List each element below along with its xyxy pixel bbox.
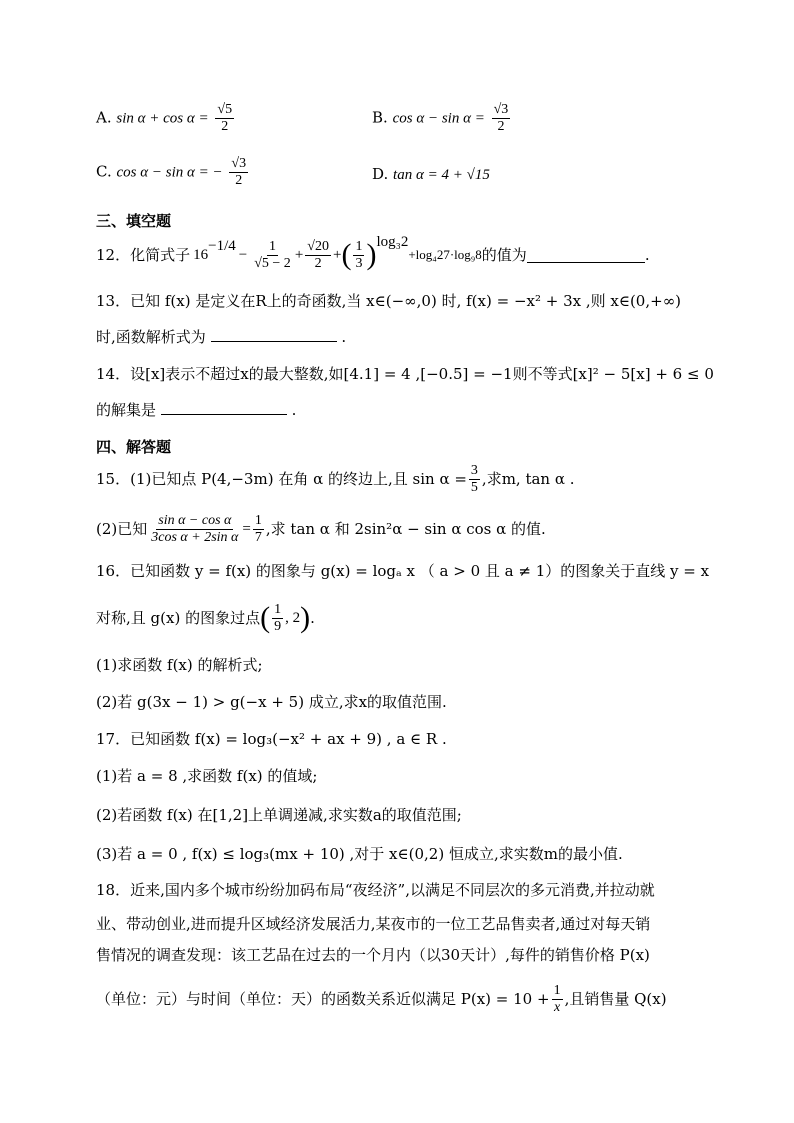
- q18-line-2: 业、带动创业,进而提升区域经济发展活力,某夜市的一位工艺品售卖者,通过对每天销: [96, 915, 651, 933]
- q14-line-2-text: 的解集是: [96, 401, 157, 419]
- q15-p2-main-num: sin α − cos α: [158, 512, 232, 528]
- section-title-answer: 四、解答题: [96, 438, 172, 456]
- option-c-expr: cos α − sin α = −: [116, 164, 223, 181]
- question-13: [96, 291, 681, 311]
- q13-answer-blank[interactable]: [211, 327, 337, 342]
- q16-point-fraction: [272, 602, 283, 635]
- q12-plus-1: +: [294, 247, 304, 263]
- q16-part-1: (1)求函数 f(x) 的解析式;: [96, 656, 263, 674]
- q13-number: 13．: [96, 292, 131, 310]
- q15-p2-den: 7: [254, 529, 262, 545]
- q12-fraction-1: [252, 239, 293, 272]
- q12-fraction-3: [353, 239, 364, 272]
- question-13-line-2: [96, 327, 346, 347]
- question-12: [96, 232, 650, 278]
- q14-answer-blank[interactable]: [161, 400, 287, 415]
- q16-right-paren: ): [300, 601, 311, 634]
- q12-frac1-den: √5 − 2: [254, 255, 291, 271]
- q17-part-1: (1)若 a = 8 ,求函数 f(x) 的值域;: [96, 767, 318, 785]
- q18-line-3: 售情况的调查发现：该工艺品在过去的一个月内（以30天计）,每件的销售价格 P(x): [96, 946, 650, 964]
- q15-p1-text: (1)已知点 P(4,−3m) 在角 α 的终边上,且 sin α =: [130, 470, 467, 488]
- q14-line-1: 设[x]表示不超过x的最大整数,如[4.1] = 4 ,[−0.5] = −1则不等式[x]² − 5[x] + 6 ≤ 0: [130, 365, 714, 383]
- q16-point-den: 9: [274, 618, 282, 634]
- q18-den: x: [553, 999, 561, 1015]
- q12-intro: 化简式子: [130, 246, 191, 264]
- q15-p2-main-den: 3cos α + 2sin α: [151, 529, 239, 545]
- q14-period: .: [291, 401, 297, 419]
- q12-log-terms: +log₄27·log₉8: [408, 247, 482, 262]
- q12-log-exponent: log₃2: [376, 234, 409, 250]
- q12-left-paren: (: [341, 238, 352, 271]
- q12-base: 16: [193, 247, 209, 263]
- q16-point-y: , 2: [285, 610, 301, 626]
- option-b-num: √3: [493, 102, 509, 117]
- q18-line-4-tail: ,且销售量 Q(x): [564, 990, 667, 1008]
- question-14-line-2: [96, 400, 296, 420]
- option-d: [372, 164, 490, 185]
- q12-number: 12．: [96, 246, 131, 264]
- q18-line-4-text: （单位：元）与时间（单位：天）的函数关系近似满足 P(x) = 10 +: [96, 990, 550, 1008]
- q18-line-4: [96, 978, 667, 1020]
- q13-line-1: 已知 f(x) 是定义在R上的奇函数,当 x∈(−∞,0) 时, f(x) = −x² + 3x ,则 x∈(0,+∞): [130, 292, 682, 310]
- q16-line-1: 已知函数 y = f(x) 的图象与 g(x) = logₐ x （ a > 0 且 a ≠ 1）的图象关于直线 y = x: [130, 562, 710, 580]
- q18-num: 1: [553, 982, 561, 998]
- q12-plus-2: +: [332, 247, 342, 263]
- option-a: [96, 102, 236, 135]
- question-17: [96, 729, 447, 749]
- option-b-letter: B.: [372, 108, 388, 127]
- option-a-num: √5: [217, 102, 233, 117]
- q17-part-3: (3)若 a = 0 , f(x) ≤ log₃(mx + 10) ,对于 x∈(0,2) 恒成立,求实数m的最小值.: [96, 845, 623, 863]
- q15-p2-equals: =: [242, 521, 251, 537]
- option-c-fraction: [229, 156, 248, 189]
- option-c-num: √3: [231, 156, 247, 171]
- option-c-den: 2: [235, 173, 243, 188]
- option-a-den: 2: [221, 119, 229, 134]
- q16-line-2-text: 对称,且 g(x) 的图象过点: [96, 609, 261, 627]
- q12-frac2-num: √20: [307, 238, 329, 254]
- q15-p1-den: 5: [470, 479, 478, 495]
- option-b-expr: cos α − sin α =: [392, 110, 485, 127]
- q16-number: 16．: [96, 562, 131, 580]
- question-14: [96, 364, 714, 384]
- q12-minus: −: [238, 247, 248, 263]
- q14-number: 14．: [96, 365, 131, 383]
- q15-p2-main-fraction: [149, 513, 240, 546]
- q15-p1-fraction: [469, 463, 480, 496]
- q17-line-1: 已知函数 f(x) = log₃(−x² + ax + 9) , a ∈ R .: [130, 730, 447, 748]
- option-c: [96, 156, 250, 189]
- option-b: [372, 102, 512, 135]
- question-18: [96, 880, 655, 900]
- q15-number: 15．: [96, 470, 131, 488]
- option-d-expr: tan α = 4 + √15: [393, 167, 490, 183]
- q16-left-paren: (: [260, 601, 271, 634]
- question-16: [96, 561, 709, 581]
- q17-number: 17．: [96, 730, 131, 748]
- question-15-part-2: [96, 508, 546, 550]
- q18-line-1: 近来,国内多个城市纷纷加码布局“夜经济”,以满足不同层次的多元消费,并拉动就: [130, 881, 655, 899]
- q12-fraction-2: [305, 239, 331, 272]
- question-16-line-2: [96, 596, 315, 640]
- q15-p2-ask: ,求 tan α 和 2sin²α − sin α cos α 的值.: [265, 520, 546, 538]
- q18-fraction: [552, 983, 563, 1016]
- q12-frac3-num: 1: [355, 238, 363, 254]
- q17-part-2: (2)若函数 f(x) 在[1,2]上单调递减,求实数a的取值范围;: [96, 806, 462, 824]
- q15-p2-intro: (2)已知: [96, 520, 148, 538]
- question-15-part-1: [96, 458, 575, 500]
- option-a-fraction: [215, 102, 234, 135]
- q15-p1-ask: ,求m, tan α .: [481, 470, 575, 488]
- section-title-fill-in: 三、填空题: [96, 212, 172, 230]
- q12-right-paren: ): [366, 238, 377, 271]
- q15-p2-num: 1: [254, 512, 262, 528]
- q12-answer-blank[interactable]: [527, 248, 645, 263]
- q16-part-2: (2)若 g(3x − 1) > g(−x + 5) 成立,求x的取值范围.: [96, 693, 447, 711]
- option-b-fraction: [492, 102, 511, 135]
- q12-frac2-den: 2: [314, 255, 322, 271]
- q16-point-num: 1: [274, 601, 282, 617]
- q12-ask: 的值为: [481, 246, 527, 264]
- q12-period: .: [644, 246, 650, 264]
- option-a-expr: sin α + cos α =: [116, 110, 209, 127]
- q15-p2-fraction: [253, 513, 264, 546]
- q13-line-2-text: 时,函数解析式为: [96, 328, 206, 346]
- q12-frac1-num: 1: [269, 238, 277, 254]
- option-a-letter: A.: [96, 108, 112, 127]
- option-b-den: 2: [497, 119, 505, 134]
- q12-exponent: −1/4: [208, 238, 236, 254]
- q13-period: .: [341, 328, 347, 346]
- option-c-letter: C.: [96, 162, 112, 181]
- q18-number: 18．: [96, 881, 131, 899]
- q15-p1-num: 3: [470, 462, 478, 478]
- q16-period: .: [310, 609, 315, 627]
- q12-frac3-den: 3: [355, 255, 363, 271]
- option-d-letter: D.: [372, 165, 389, 183]
